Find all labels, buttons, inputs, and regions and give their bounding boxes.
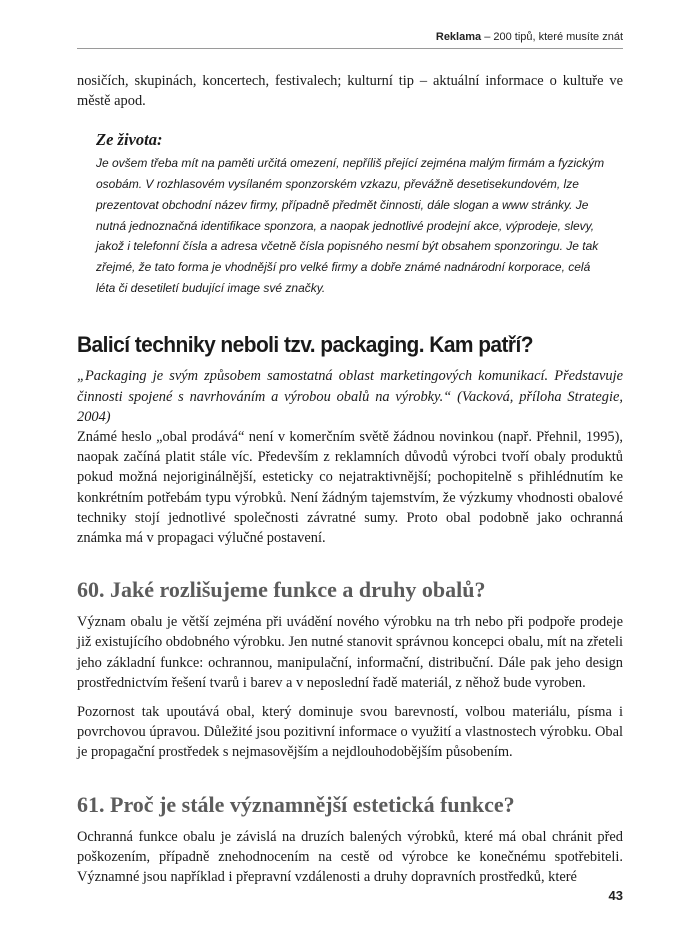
section-60-paragraph-1: Význam obalu je větší zejména při uvádění nového výrobku na trh nebo při podpoře prodeje již existujícího obdobného výrobku. Jen nutné stanovit správnou koncepci obalu, mít na zřeteli jeho základní funkce: ochrannou, manipulační, informační, distribuční. Dále pak jeho design prostřednictvím řešení tvarů i barev a v neposlední řadě materiál, z něhož bude vyroben. xyxy=(77,614,623,691)
page-number: 43 xyxy=(608,888,623,903)
intro-paragraph: nosičích, skupinách, koncertech, festivalech; kulturní tip – aktuální informace o kultuře ve městě apod. xyxy=(77,73,623,110)
life-example-title: Ze života: xyxy=(96,130,163,150)
life-example-text: Je ovšem třeba mít na paměti určitá omezení, nepříliš přející zejména malým firmám a fyzickým osobám. V rozhlasovém vysílaném sponzorském vzkazu, převážně desetisekundovém, lze prezentovat obchodní název firmy, případně předmět činnosti, dále slogan a www stránky. Je nutná jednoznačná identifikace sponzora, a naopak jednotlivé prodejní akce, výprodeje, slevy, jakož i telefonní čísla a adresa včetně čísla popisného nesmí být obsahem sponzoringu. Je tak zřejmé, že tato forma je vhodnější pro velké firmy a dobře známé nadnárodní korporace, celá léta či desetiletí budující image své značky. xyxy=(96,156,605,295)
life-example-box xyxy=(96,129,612,298)
section-61-paragraph: Ochranná funkce obalu je závislá na druzích balených výrobků, které má obal chránit před poškozením, případně znehodnocením na cestě od výrobce ke konečnému spotřebiteli. Významné jsou například i přepravní vzdálenosti a druhy dopravních prostředků, které xyxy=(77,828,623,885)
header-rule xyxy=(77,48,623,49)
section-heading-60: 60. Jaké rozlišujeme funkce a druhy obalů? xyxy=(77,577,486,603)
section-heading-61: 61. Proč je stále významnější estetická funkce? xyxy=(77,791,515,817)
packaging-quote: „Packaging je svým způsobem samostatná oblast marketingových komunikací. Představuje činnosti spojené s navrhováním a výrobou obalů na výrobky.“ (Vacková, příloha Strategie, 2004) xyxy=(77,368,623,425)
running-header-subtitle: – 200 tipů, které musíte znát xyxy=(481,31,623,43)
page-content xyxy=(77,71,623,887)
section-heading-packaging: Balicí techniky neboli tzv. packaging. Kam patří? xyxy=(77,332,533,358)
section-60-paragraph-2: Pozornost tak upoutává obal, který dominuje svou barevností, volbou materiálu, písma i povrchovou úpravou. Důležité jsou pozitivní informace o využití a vlastnostech výrobku. Obal je propagační prostředek s nejmasovějším a nejdlouhodobějším působením. xyxy=(77,703,623,761)
running-header-book-title: Reklama xyxy=(435,31,482,43)
running-header xyxy=(436,31,623,43)
packaging-paragraph: Známé heslo „obal prodává“ není v komerčním světě žádnou novinkou (např. Přehnil, 1995), naopak začíná platit stále víc. Především z reklamních důvodů výrobci tvoří obaly produktů pokud možná nejoriginálnější, esteticky co nejatraktivnější; pochopitelně s přihlédnutím ke konkrétním potřebám typu výrobků. Není žádným tajemstvím, že výzkumy vhodnosti obalové techniky stojí jednotlivé společnosti závratné sumy. Proto obal podobně jako ochranná známka má v propagaci výlučné postavení. xyxy=(77,428,623,546)
